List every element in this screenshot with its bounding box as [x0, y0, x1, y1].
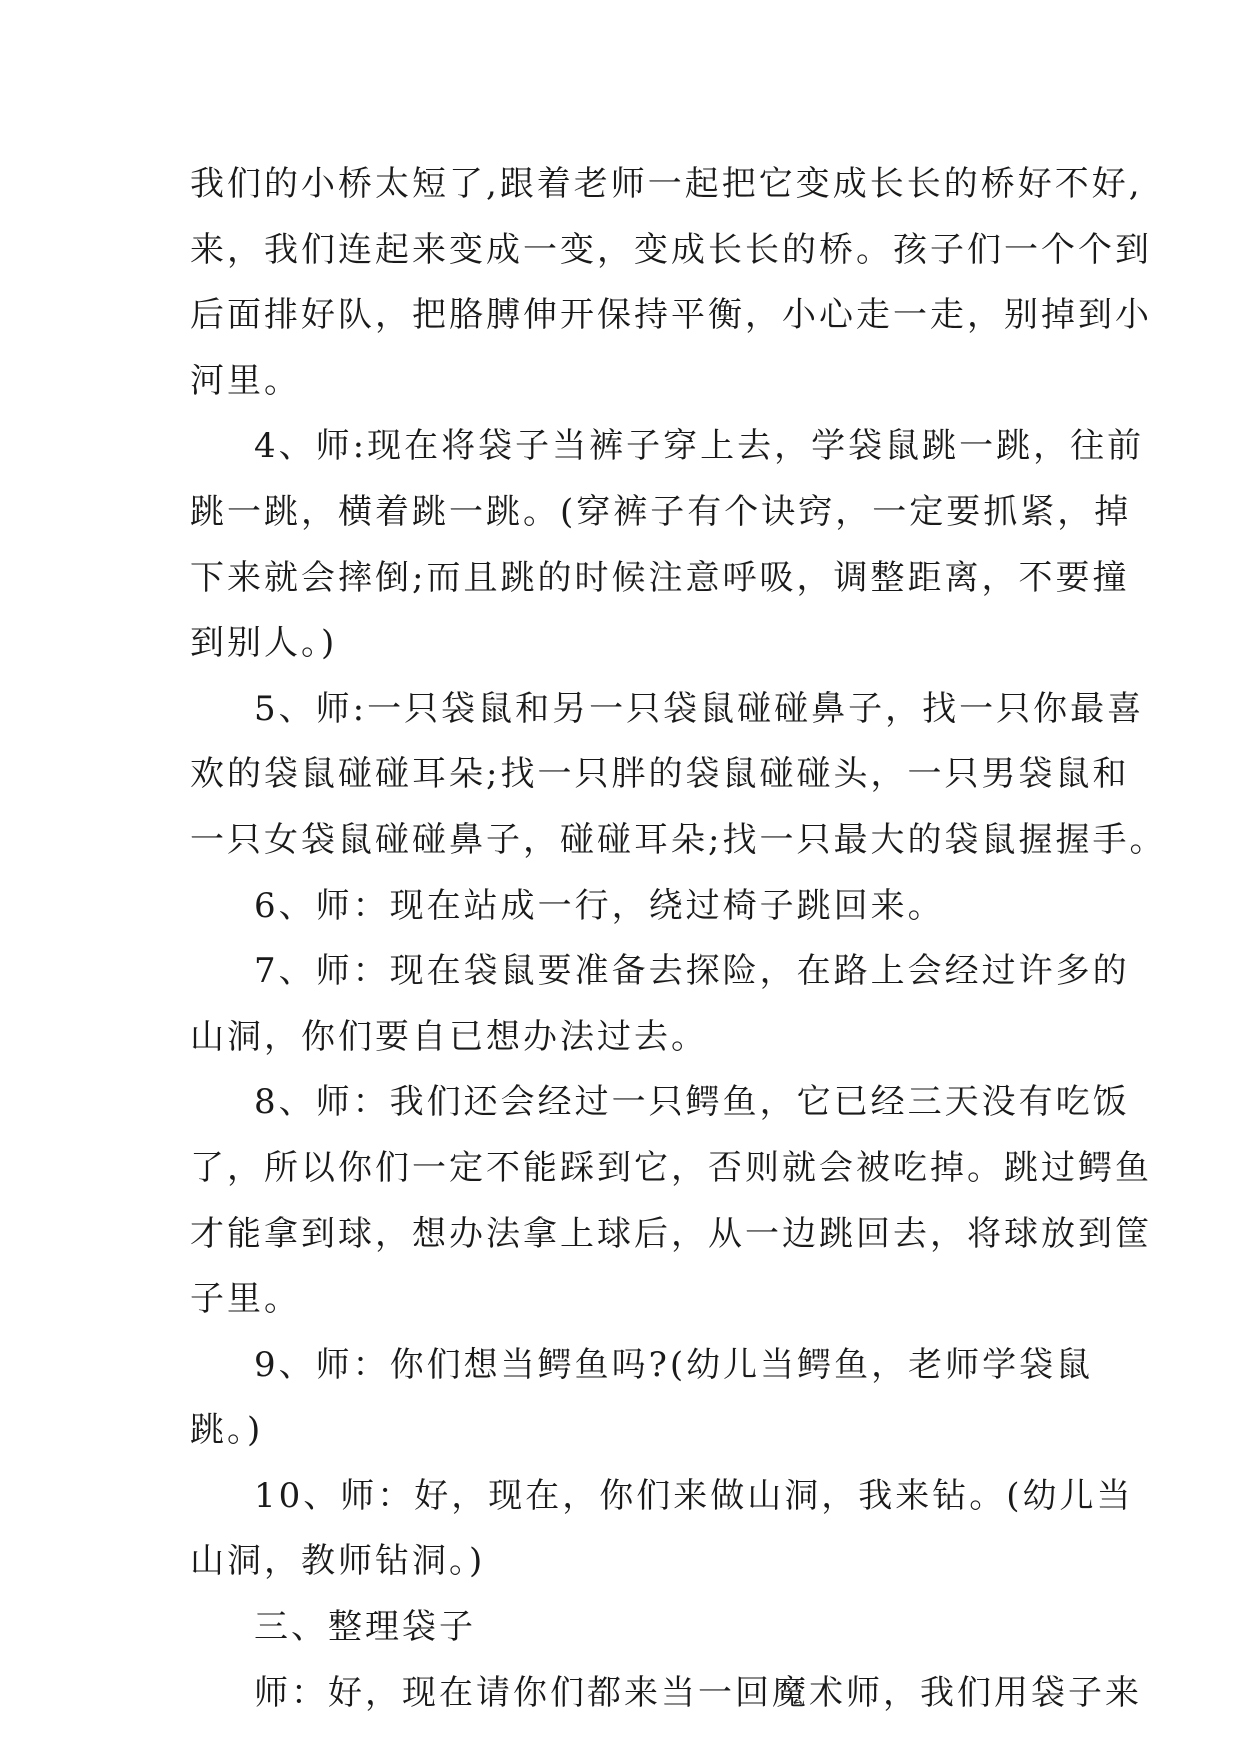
text-line: 跳一跳，横着跳一跳。(穿裤子有个诀窍，一定要抓紧，掉	[190, 491, 1132, 532]
text-line: 7、师：现在袋鼠要准备去探险，在路上会经过许多的	[254, 951, 1130, 992]
text-line: 才能拿到球，想办法拿上球后，从一边跳回去，将球放到筐	[190, 1213, 1152, 1254]
text-line: 6、师：现在站成一行，绕过椅子跳回来。	[254, 885, 945, 926]
text-line: 9、师：你们想当鳄鱼吗?(幼儿当鳄鱼，老师学袋鼠	[254, 1344, 1094, 1385]
text-line: 10、师：好，现在，你们来做山洞，我来钻。(幼儿当	[254, 1475, 1134, 1516]
text-line: 我们的小桥太短了,跟着老师一起把它变成长长的桥好不好,	[190, 164, 1143, 204]
text-line: 跳。)	[190, 1410, 264, 1451]
text-line: 到别人。)	[190, 623, 338, 664]
text-line: 山洞，你们要自已想办法过去。	[190, 1016, 708, 1057]
text-line: 5、师:一只袋鼠和另一只袋鼠碰碰鼻子，找一只你最喜	[254, 688, 1145, 729]
text-line: 三、整理袋子	[254, 1607, 476, 1648]
text-line: 一只女袋鼠碰碰鼻子，碰碰耳朵;找一只最大的袋鼠握握手。	[190, 819, 1167, 860]
text-line: 河里。	[190, 360, 301, 401]
body-text	[190, 152, 1167, 1726]
text-line: 子里。	[190, 1279, 301, 1320]
text-line: 山洞，教师钻洞。)	[190, 1541, 486, 1582]
text-line: 来，我们连起来变成一变，变成长长的桥。孩子们一个个到	[190, 229, 1152, 270]
text-line: 下来就会摔倒;而且跳的时候注意呼吸，调整距离，不要撞	[190, 557, 1130, 598]
text-line: 4、师:现在将袋子当裤子穿上去，学袋鼠跳一跳，往前	[254, 426, 1145, 467]
text-line: 欢的袋鼠碰碰耳朵;找一只胖的袋鼠碰碰头，一只男袋鼠和	[190, 754, 1130, 795]
text-line: 师：好，现在请你们都来当一回魔术师，我们用袋子来	[254, 1672, 1142, 1713]
text-line: 8、师：我们还会经过一只鳄鱼，它已经三天没有吃饭	[254, 1082, 1130, 1123]
text-line: 后面排好队，把胳膊伸开保持平衡，小心走一走，别掉到小	[190, 295, 1152, 336]
text-line: 了，所以你们一定不能踩到它，否则就会被吃掉。跳过鳄鱼	[190, 1147, 1152, 1188]
